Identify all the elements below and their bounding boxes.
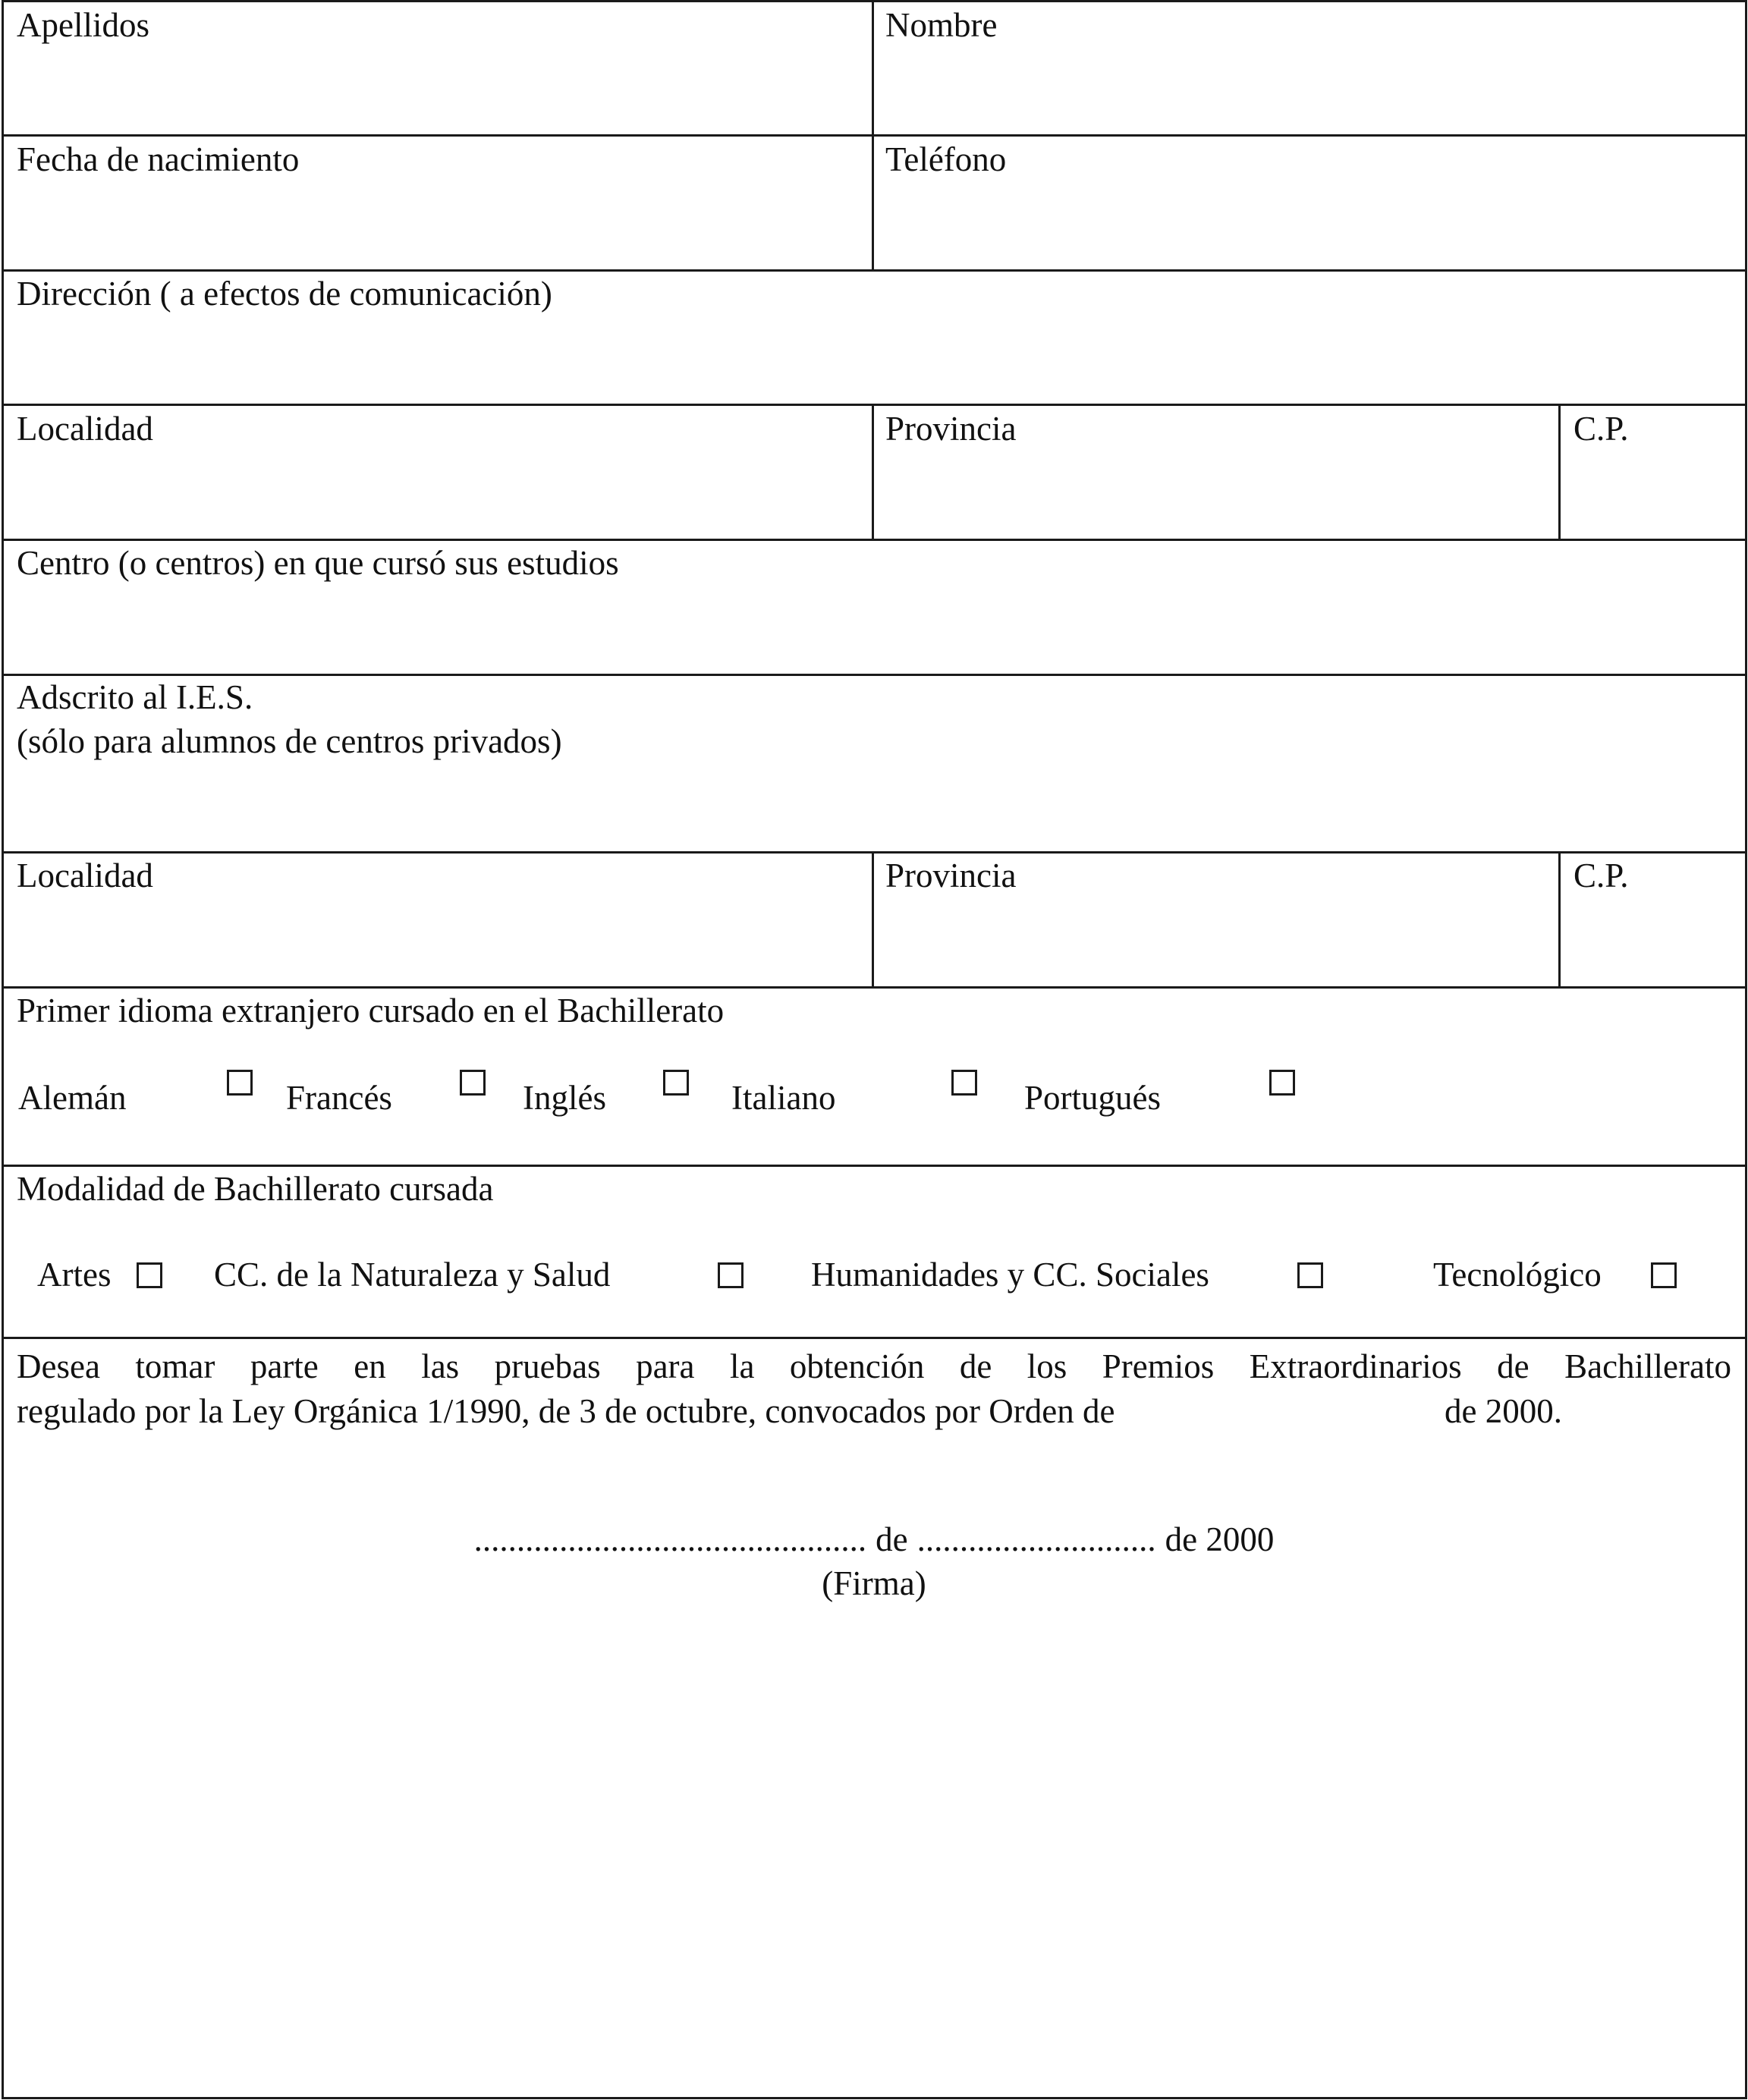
cp-field[interactable] — [1562, 452, 1743, 537]
column-divider — [872, 404, 874, 540]
option-artes-label: Artes — [37, 1256, 112, 1294]
border-left — [2, 0, 4, 2099]
telefono-field[interactable] — [876, 182, 1743, 267]
rule — [2, 404, 1747, 406]
column-divider — [1558, 851, 1561, 988]
option-humanidades-label: Humanidades y CC. Sociales — [811, 1256, 1209, 1294]
rule-top — [2, 0, 1747, 2]
declaration-year: de 2000. — [1445, 1392, 1562, 1430]
option-aleman-label: Alemán — [18, 1079, 127, 1117]
option-italiano-label: Italiano — [731, 1079, 836, 1117]
declaration-line-2: regulado por la Ley Orgánica 1/1990, de 3 de octubre, convocados por Orden de — [17, 1392, 1115, 1430]
cp-label: C.P. — [1574, 857, 1629, 894]
direccion-field[interactable] — [5, 317, 1743, 402]
telefono-label: Teléfono — [885, 140, 1007, 178]
checkbox-artes[interactable] — [137, 1262, 162, 1288]
adscrito-label: Adscrito al I.E.S. — [17, 678, 253, 716]
option-frances-label: Francés — [286, 1079, 392, 1117]
column-divider — [872, 0, 874, 270]
fecha-nacimiento-field[interactable] — [5, 182, 869, 267]
modalidad-title: Modalidad de Bachillerato cursada — [17, 1170, 494, 1208]
rule — [2, 674, 1747, 676]
direccion-label: Dirección ( a efectos de comunicación) — [17, 275, 552, 313]
checkbox-humanidades[interactable] — [1297, 1262, 1323, 1288]
cp-label: C.P. — [1574, 410, 1629, 448]
localidad-field[interactable] — [5, 900, 869, 985]
signature-area[interactable] — [5, 1608, 1743, 2094]
localidad-label: Localidad — [17, 410, 153, 448]
rule — [2, 1337, 1747, 1339]
apellidos-field[interactable] — [5, 47, 869, 132]
checkbox-tecnologico[interactable] — [1651, 1262, 1677, 1288]
date-de-label: de — [876, 1520, 908, 1558]
provincia-field[interactable] — [876, 900, 1557, 985]
nombre-field[interactable] — [876, 47, 1743, 132]
option-portugues-label: Portugués — [1024, 1079, 1161, 1117]
rule-bottom — [2, 2097, 1747, 2099]
checkbox-naturaleza[interactable] — [718, 1262, 744, 1288]
adscrito-field[interactable] — [5, 765, 1743, 850]
option-ingles-label: Inglés — [523, 1079, 606, 1117]
column-divider — [872, 851, 874, 988]
centro-label: Centro (o centros) en que cursó sus estudios — [17, 544, 619, 582]
month-dots[interactable]: ............................ — [916, 1520, 1156, 1558]
provincia-label: Provincia — [885, 410, 1017, 448]
nombre-label: Nombre — [885, 6, 998, 44]
signature-date-line — [0, 1517, 1748, 1561]
adscrito-note: (sólo para alumnos de centros privados) — [17, 722, 562, 760]
rule — [2, 851, 1747, 854]
option-tecnologico-label: Tecnológico — [1433, 1256, 1602, 1294]
provincia-label: Provincia — [885, 857, 1017, 894]
checkbox-aleman[interactable] — [227, 1070, 253, 1096]
column-divider — [1558, 404, 1561, 540]
checkbox-portugues[interactable] — [1269, 1070, 1295, 1096]
cp-field[interactable] — [1562, 900, 1743, 985]
date-year-label: de 2000 — [1165, 1520, 1275, 1558]
rule — [2, 134, 1747, 137]
localidad-field[interactable] — [5, 452, 869, 537]
apellidos-label: Apellidos — [17, 6, 149, 44]
checkbox-italiano[interactable] — [951, 1070, 977, 1096]
option-naturaleza-label: CC. de la Naturaleza y Salud — [214, 1256, 611, 1294]
border-right — [1745, 0, 1747, 2099]
localidad-label: Localidad — [17, 857, 153, 894]
centro-field[interactable] — [5, 587, 1743, 672]
checkbox-ingles[interactable] — [663, 1070, 689, 1096]
checkbox-frances[interactable] — [460, 1070, 486, 1096]
provincia-field[interactable] — [876, 452, 1557, 537]
idioma-title: Primer idioma extranjero cursado en el Bachillerato — [17, 992, 725, 1030]
declaration-line-1: Desea tomar parte en las pruebas para la obtención de los Premios Extraordinarios de Bachillerato — [17, 1347, 1731, 1385]
fecha-nacimiento-label: Fecha de nacimiento — [17, 140, 300, 178]
place-dots[interactable]: .............................................. — [473, 1520, 867, 1558]
firma-label: (Firma) — [822, 1564, 926, 1602]
